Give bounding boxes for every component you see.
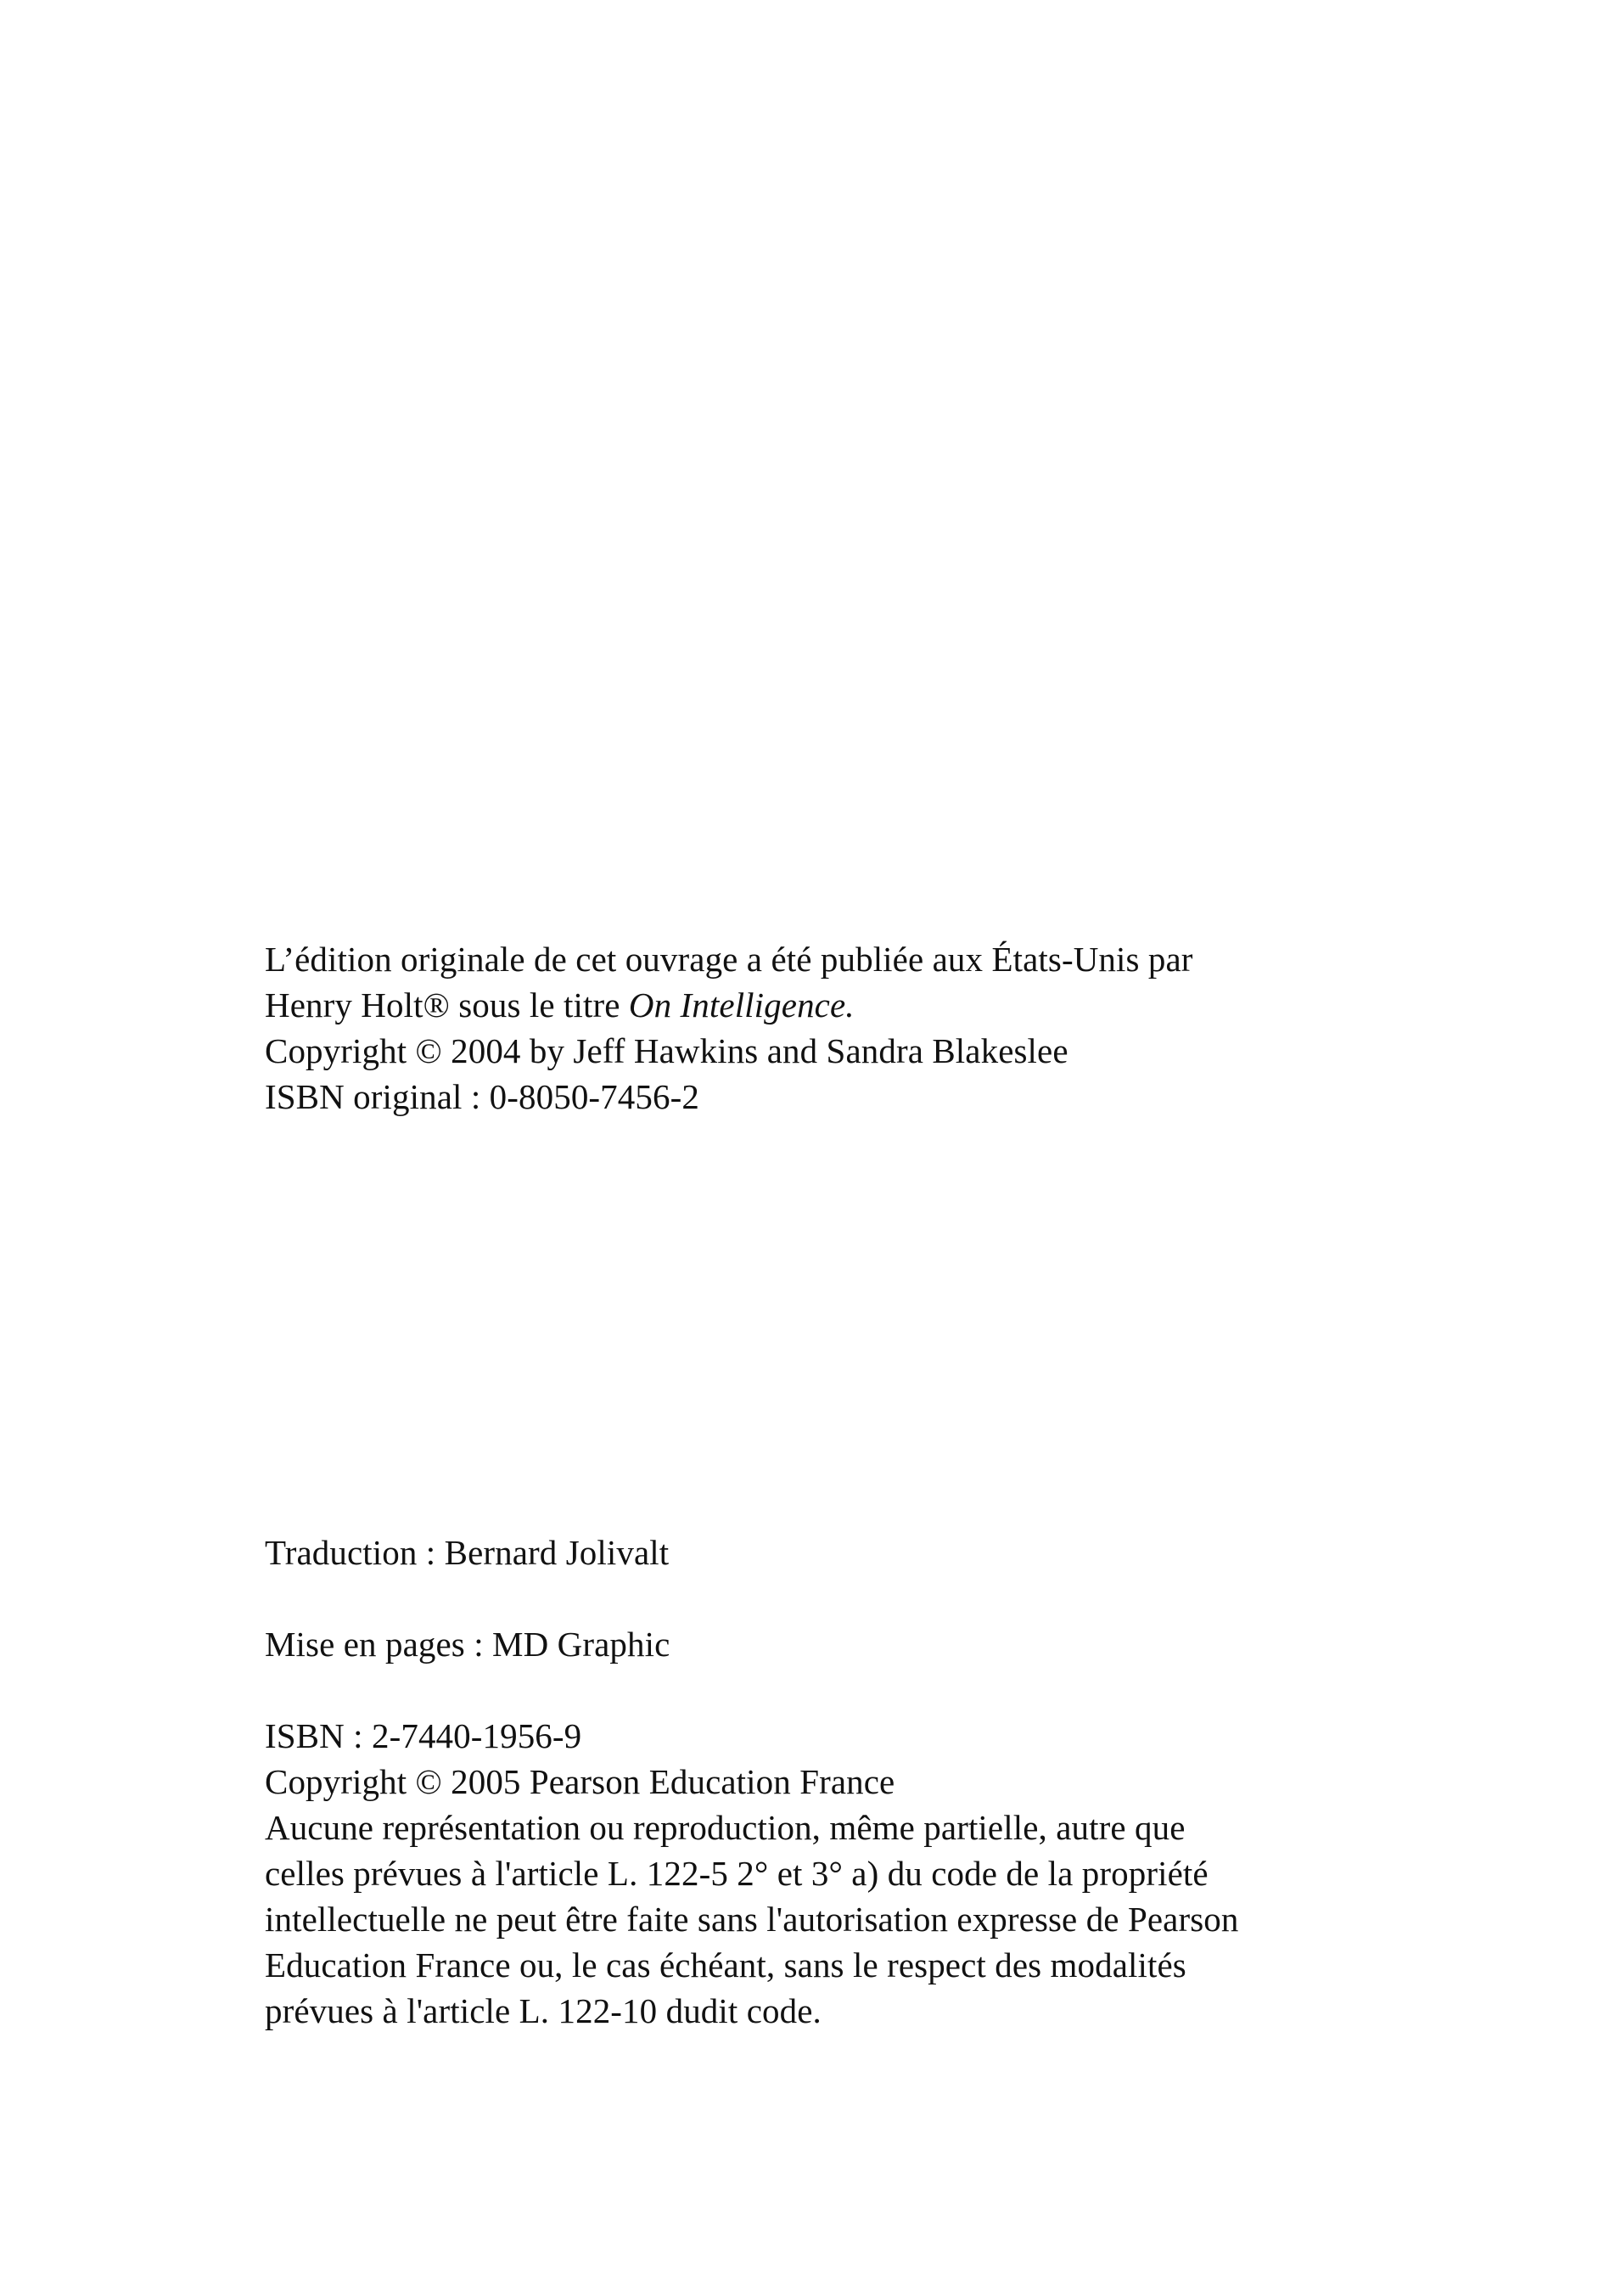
french-edition-info (265, 1713, 1368, 2034)
legal-notice-line: Aucune représentation ou reproduction, même partielle, autre que (265, 1808, 1186, 1847)
french-isbn: ISBN : 2-7440-1956-9 (265, 1716, 582, 1755)
legal-notice-line: Education France ou, le cas échéant, sans le respect des modalités (265, 1945, 1186, 1984)
original-title: On Intelligence. (628, 985, 855, 1024)
translation-credit: Traduction : Bernard Jolivalt (265, 1533, 670, 1572)
original-copyright: Copyright © 2004 by Jeff Hawkins and Sandra Blakeslee (265, 1031, 1068, 1070)
publisher-text: Henry Holt® sous le titre (265, 985, 629, 1024)
original-title-line (265, 982, 1368, 1028)
french-copyright: Copyright © 2005 Pearson Education France (265, 1762, 895, 1801)
legal-notice-line: celles prévues à l'article L. 122-5 2° et 3° a) du code de la propriété (265, 1854, 1209, 1893)
original-edition-line: L’édition originale de cet ouvrage a été publiée aux États-Unis par (265, 940, 1193, 979)
legal-notice-line: intellectuelle ne peut être faite sans l'autorisation expresse de Pearson (265, 1900, 1239, 1939)
legal-notice-line: prévues à l'article L. 122-10 dudit code. (265, 1991, 822, 2030)
credits (265, 1530, 1368, 1713)
original-edition-info (265, 936, 1368, 1120)
layout-credit: Mise en pages : MD Graphic (265, 1625, 670, 1664)
original-isbn: ISBN original : 0-8050-7456-2 (265, 1077, 699, 1116)
